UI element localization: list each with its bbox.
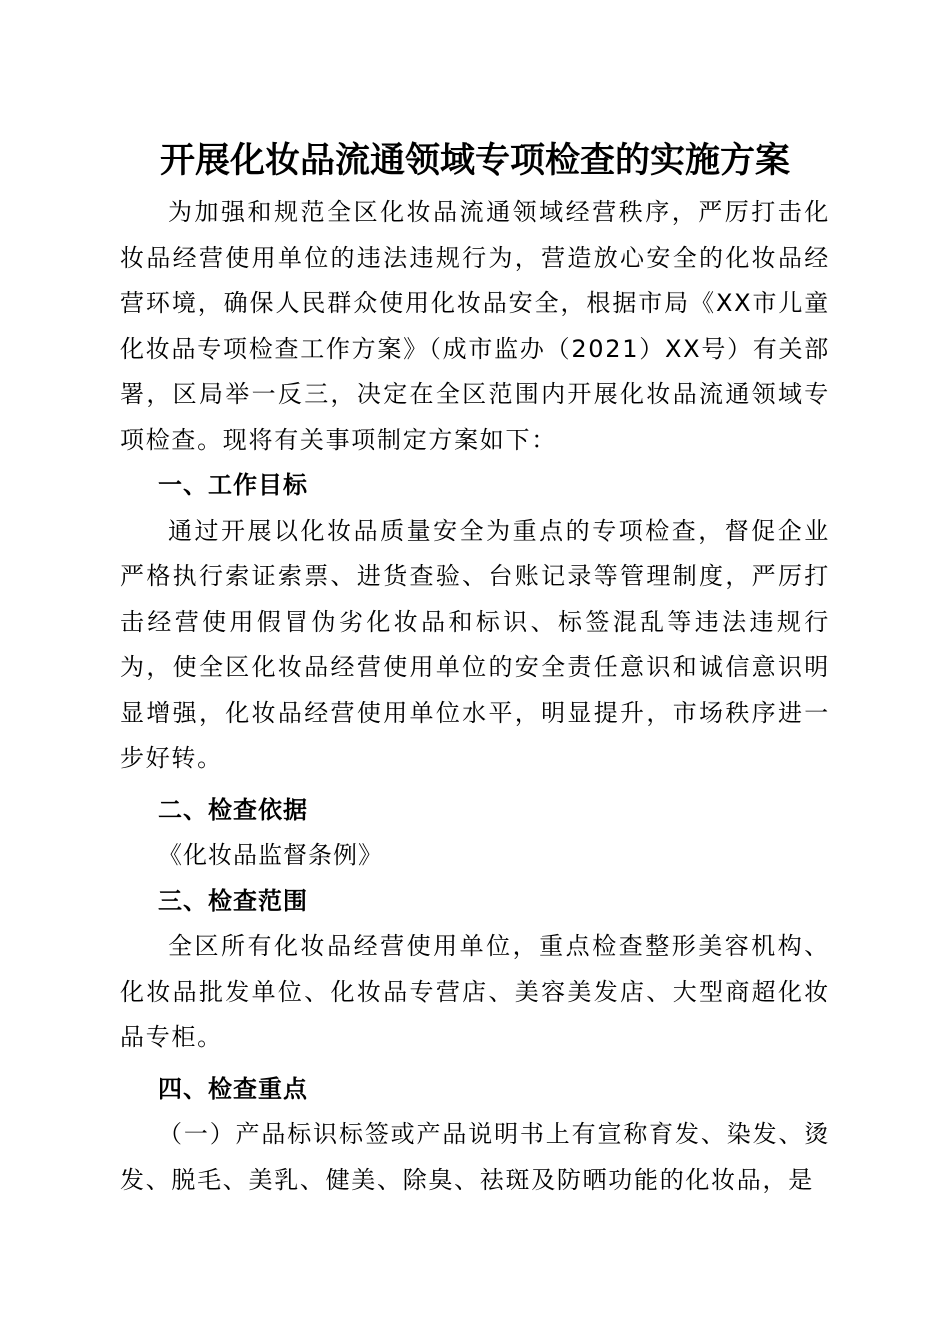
section-heading-scope: 三、检查范围 [158, 886, 308, 915]
intro-paragraph: 为加强和规范全区化妆品流通领域经营秩序，严厉打击化妆品经营使用单位的违法违规行为，营造放心安全的化妆品经营环境，确保人民群众使用化妆品安全，根据市局《XX市儿童化妆品专项检查工作方案》（成市监办（2021）XX号）有关部署，区局举一反三，决定在全区范围内开展化妆品流通领域专项检查。现将有关事项制定方案如下： [120, 198, 830, 454]
document-title: 开展化妆品流通领域专项检查的实施方案 [159, 140, 790, 181]
section-heading-focus: 四、检查重点 [158, 1074, 308, 1103]
section-body-goals: 通过开展以化妆品质量安全为重点的专项检查，督促企业严格执行索证索票、进货查验、台账记录等管理制度，严厉打击经营使用假冒伪劣化妆品和标识、标签混乱等违法违规行为，使全区化妆品经营使用单位的安全责任意识和诚信意识明显增强，化妆品经营使用单位水平，明显提升，市场秩序进一步好转。 [120, 516, 830, 772]
section-heading-basis: 二、检查依据 [158, 795, 308, 824]
section-heading-goals: 一、工作目标 [158, 471, 308, 499]
section-body-basis: 《化妆品监督条例》 [158, 841, 383, 869]
section-body-scope: 全区所有化妆品经营使用单位，重点检查整形美容机构、化妆品批发单位、化妆品专营店、美容美发店、大型商超化妆品专柜。 [120, 932, 830, 1051]
document-page [120, 138, 830, 1203]
section-body-focus: （一）产品标识标签或产品说明书上有宣称育发、染发、烫发、脱毛、美乳、健美、除臭、祛斑及防晒功能的化妆品，是 [120, 1120, 830, 1194]
